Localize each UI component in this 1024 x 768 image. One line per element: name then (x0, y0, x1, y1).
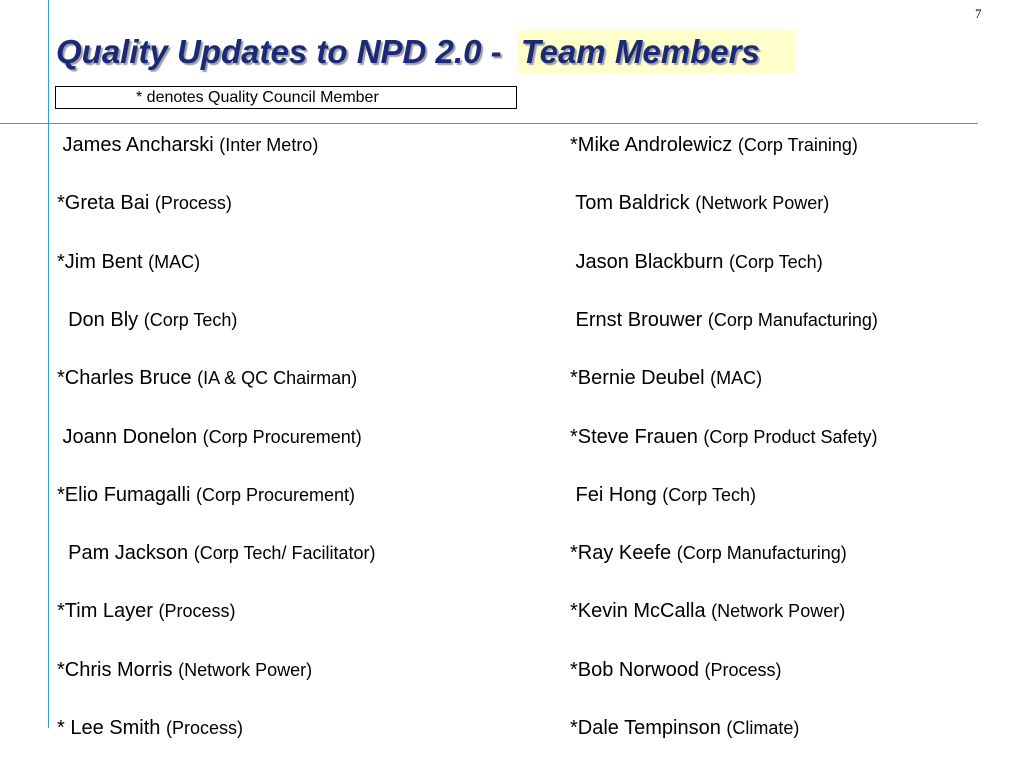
member-department: (Inter Metro) (219, 135, 319, 155)
quality-council-note: * denotes Quality Council Member (55, 86, 517, 109)
member-name: *Bob Norwood (570, 659, 699, 681)
member-department: (Corp Procurement) (202, 427, 362, 447)
member-department: (Corp Training) (737, 135, 858, 155)
team-member (570, 715, 799, 741)
member-name: Jason Blackburn (570, 251, 724, 273)
member-department: (IA & QC Chairman) (197, 368, 358, 388)
team-member (570, 657, 782, 683)
team-member (57, 598, 236, 624)
team-member (570, 307, 878, 333)
team-member (570, 424, 878, 450)
member-department: (Corp Manufacturing) (676, 543, 847, 563)
member-name: *Jim Bent (57, 251, 143, 273)
member-name: *Ray Keefe (570, 542, 672, 564)
slide-title-main: Quality Updates to NPD 2.0 - (56, 33, 511, 70)
member-name: *Dale Tempinson (570, 717, 721, 739)
member-department: (MAC) (710, 368, 763, 388)
member-name: *Chris Morris (57, 659, 173, 681)
team-member (57, 715, 243, 741)
team-member (570, 598, 845, 624)
member-name: *Greta Bai (57, 192, 150, 214)
team-member (57, 132, 318, 158)
team-member (57, 307, 237, 333)
member-department: (Process) (165, 718, 243, 738)
member-name: *Bernie Deubel (570, 367, 705, 389)
team-member (570, 132, 858, 158)
page-number: 7 (975, 6, 982, 21)
member-name: *Steve Frauen (570, 426, 698, 448)
member-name: Fei Hong (570, 484, 657, 506)
member-department: (Network Power) (695, 193, 830, 213)
member-department: (Corp Tech) (662, 485, 756, 505)
team-member (570, 190, 829, 216)
member-department: (Climate) (726, 718, 800, 738)
member-name: *Charles Bruce (57, 367, 192, 389)
member-department: (Corp Tech) (728, 252, 823, 272)
team-member (57, 249, 200, 275)
horizontal-divider-line (0, 123, 978, 124)
slide-title (56, 30, 796, 74)
team-member (57, 424, 362, 450)
member-department: (MAC) (148, 252, 201, 272)
member-name: Joann Donelon (57, 426, 198, 448)
member-name: *Kevin McCalla (570, 600, 706, 622)
member-name: *Elio Fumagalli (57, 484, 191, 506)
member-department: (Process) (158, 601, 236, 621)
member-name: *Mike Androlewicz (570, 134, 733, 156)
team-member (570, 482, 756, 508)
member-department: (Network Power) (178, 660, 313, 680)
member-department: (Corp Manufacturing) (707, 310, 878, 330)
member-name: Ernst Brouwer (570, 309, 703, 331)
member-department: (Corp Procurement) (195, 485, 355, 505)
team-member (57, 657, 312, 683)
member-department: (Process) (704, 660, 782, 680)
member-name: James Ancharski (57, 134, 214, 156)
team-member (570, 249, 823, 275)
member-department: (Corp Tech) (143, 310, 238, 330)
member-name: Tom Baldrick (570, 192, 690, 214)
team-member (57, 482, 355, 508)
member-department: (Network Power) (711, 601, 846, 621)
vertical-divider-line (48, 0, 49, 728)
slide-title-highlight: Team Members (517, 30, 796, 74)
team-member (57, 540, 375, 566)
member-name: Pam Jackson (57, 542, 189, 564)
team-member (570, 540, 847, 566)
member-name: * Lee Smith (57, 717, 161, 739)
team-member (570, 365, 762, 391)
member-department: (Corp Tech/ Facilitator) (193, 543, 376, 563)
team-member (57, 365, 357, 391)
team-member (57, 190, 232, 216)
member-name: Don Bly (57, 309, 139, 331)
member-department: (Corp Product Safety) (703, 427, 878, 447)
member-name: *Tim Layer (57, 600, 153, 622)
member-department: (Process) (154, 193, 232, 213)
